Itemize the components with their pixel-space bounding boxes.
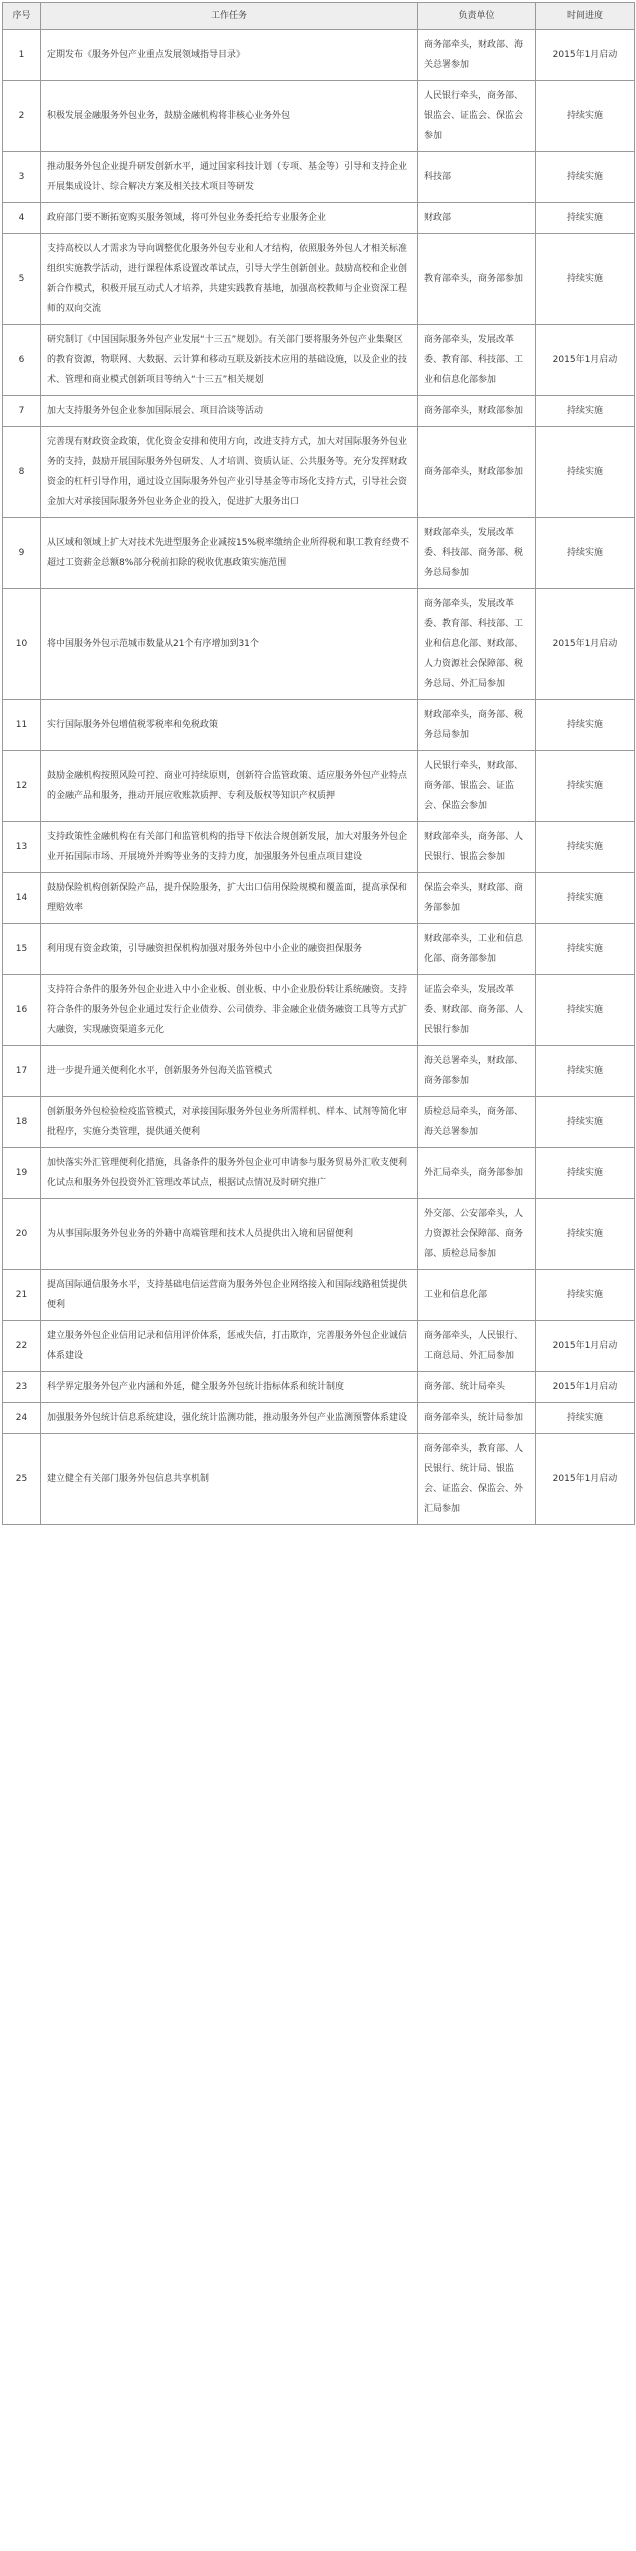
cell-progress: 持续实施: [536, 975, 635, 1046]
table-row: [3, 30, 635, 81]
cell-unit: 证监会牵头，发展改革委、财政部、商务部、人民银行参加: [418, 975, 536, 1046]
cell-no: 4: [3, 203, 41, 234]
cell-task: 加快落实外汇管理便利化措施，具备条件的服务外包企业可申请参与服务贸易外汇收支便利化试点和服务外包投资外汇管理改革试点，根据试点情况及时研究推广: [41, 1148, 418, 1199]
cell-progress: 持续实施: [536, 924, 635, 975]
table-row: [3, 1046, 635, 1097]
cell-task: 支持高校以人才需求为导向调整优化服务外包专业和人才结构，依照服务外包人才相关标准组织实施教学活动，进行课程体系设置改革试点，引导大学生创新创业。鼓励高校和企业创新合作模式，积极开展互动式人才培养，共建实践教育基地，加强高校教师与企业资深工程师的双向交流: [41, 234, 418, 325]
cell-task: 支持符合条件的服务外包企业进入中小企业板、创业板、中小企业股份转让系统融资。支持符合条件的服务外包企业通过发行企业债券、公司债券、非金融企业债务融资工具等方式扩大融资，实现融资渠道多元化: [41, 975, 418, 1046]
cell-no: 23: [3, 1372, 41, 1403]
cell-task: 鼓励金融机构按照风险可控、商业可持续原则，创新符合监管政策、适应服务外包产业特点的金融产品和服务，推动开展应收账款质押、专利及版权等知识产权质押: [41, 751, 418, 822]
cell-unit: 财政部: [418, 203, 536, 234]
cell-progress: 持续实施: [536, 81, 635, 152]
cell-task: 建立服务外包企业信用记录和信用评价体系，惩戒失信，打击欺诈，完善服务外包企业诚信体系建设: [41, 1321, 418, 1372]
cell-no: 11: [3, 700, 41, 751]
cell-no: 3: [3, 152, 41, 203]
table-row: [3, 234, 635, 325]
header-unit: 负责单位: [418, 3, 536, 30]
cell-unit: 外汇局牵头，商务部参加: [418, 1148, 536, 1199]
table-row: [3, 873, 635, 924]
cell-unit: 商务部牵头，财政部、海关总署参加: [418, 30, 536, 81]
cell-no: 5: [3, 234, 41, 325]
cell-no: 16: [3, 975, 41, 1046]
cell-no: 15: [3, 924, 41, 975]
cell-no: 17: [3, 1046, 41, 1097]
cell-no: 20: [3, 1199, 41, 1270]
cell-progress: 持续实施: [536, 822, 635, 873]
cell-unit: 财政部牵头，发展改革委、科技部、商务部、税务总局参加: [418, 518, 536, 589]
cell-no: 12: [3, 751, 41, 822]
cell-unit: 外交部、公安部牵头，人力资源社会保障部、商务部、质检总局参加: [418, 1199, 536, 1270]
table-row: [3, 325, 635, 396]
cell-task: 进一步提升通关便利化水平，创新服务外包海关监管模式: [41, 1046, 418, 1097]
cell-unit: 商务部牵头，人民银行、工商总局、外汇局参加: [418, 1321, 536, 1372]
cell-task: 创新服务外包检验检疫监管模式，对承接国际服务外包业务所需样机、样本、试剂等简化审批程序，实施分类管理，提供通关便利: [41, 1097, 418, 1148]
cell-progress: 持续实施: [536, 1148, 635, 1199]
table-row: [3, 822, 635, 873]
cell-progress: 2015年1月启动: [536, 1321, 635, 1372]
table-row: [3, 1199, 635, 1270]
cell-unit: 工业和信息化部: [418, 1270, 536, 1321]
table-row: [3, 924, 635, 975]
cell-no: 24: [3, 1403, 41, 1434]
table-row: [3, 152, 635, 203]
cell-progress: 持续实施: [536, 700, 635, 751]
cell-task: 完善现有财政资金政策，优化资金安排和使用方向，改进支持方式，加大对国际服务外包业务的支持，鼓励开展国际服务外包研发、人才培训、资质认证、公共服务等。充分发挥财政资金的杠杆引导作用，通过设立国际服务外包产业引导基金等市场化支持方式，引导社会资金加大对承接国际服务外包业务企业的投入，促进扩大服务出口: [41, 427, 418, 518]
cell-task: 研究制订《中国国际服务外包产业发展“十三五”规划》。有关部门要将服务外包产业集聚区的教育资源，物联网、大数据、云计算和移动互联及新技术应用的基础设施，以及企业的技术、管理和商业模式创新项目等纳入“十三五”相关规划: [41, 325, 418, 396]
cell-progress: 持续实施: [536, 751, 635, 822]
cell-progress: 2015年1月启动: [536, 1372, 635, 1403]
cell-task: 定期发布《服务外包产业重点发展领域指导目录》: [41, 30, 418, 81]
table-row: [3, 589, 635, 700]
cell-task: 提高国际通信服务水平，支持基础电信运营商为服务外包企业网络接入和国际线路租赁提供便利: [41, 1270, 418, 1321]
cell-unit: 商务部牵头，教育部、人民银行、统计局、银监会、证监会、保监会、外汇局参加: [418, 1434, 536, 1525]
table-row: [3, 81, 635, 152]
cell-unit: 财政部牵头，商务部、税务总局参加: [418, 700, 536, 751]
cell-progress: 2015年1月启动: [536, 325, 635, 396]
cell-unit: 商务部牵头，财政部参加: [418, 427, 536, 518]
cell-progress: 持续实施: [536, 873, 635, 924]
cell-task: 政府部门要不断拓宽购买服务领域，将可外包业务委托给专业服务企业: [41, 203, 418, 234]
header-task: 工作任务: [41, 3, 418, 30]
cell-no: 7: [3, 396, 41, 427]
cell-task: 科学界定服务外包产业内涵和外延，健全服务外包统计指标体系和统计制度: [41, 1372, 418, 1403]
cell-no: 2: [3, 81, 41, 152]
cell-progress: 持续实施: [536, 1403, 635, 1434]
cell-unit: 海关总署牵头，财政部、商务部参加: [418, 1046, 536, 1097]
cell-no: 10: [3, 589, 41, 700]
cell-no: 21: [3, 1270, 41, 1321]
table-row: [3, 1097, 635, 1148]
cell-unit: 科技部: [418, 152, 536, 203]
table-row: [3, 1434, 635, 1525]
cell-unit: 质检总局牵头，商务部、海关总署参加: [418, 1097, 536, 1148]
table-row: [3, 1148, 635, 1199]
cell-task: 推动服务外包企业提升研发创新水平，通过国家科技计划（专项、基金等）引导和支持企业开展集成设计、综合解决方案及相关技术项目等研发: [41, 152, 418, 203]
cell-task: 鼓励保险机构创新保险产品，提升保险服务，扩大出口信用保险规模和覆盖面，提高承保和理赔效率: [41, 873, 418, 924]
cell-unit: 财政部牵头，商务部、人民银行、银监会参加: [418, 822, 536, 873]
cell-no: 19: [3, 1148, 41, 1199]
cell-task: 支持政策性金融机构在有关部门和监管机构的指导下依法合规创新发展，加大对服务外包企业开拓国际市场、开展境外并购等业务的支持力度，加强服务外包重点项目建设: [41, 822, 418, 873]
table-row: [3, 1321, 635, 1372]
cell-unit: 商务部牵头，统计局参加: [418, 1403, 536, 1434]
cell-task: 为从事国际服务外包业务的外籍中高端管理和技术人员提供出入境和居留便利: [41, 1199, 418, 1270]
cell-no: 18: [3, 1097, 41, 1148]
cell-progress: 2015年1月启动: [536, 30, 635, 81]
table-row: [3, 1372, 635, 1403]
cell-no: 9: [3, 518, 41, 589]
cell-task: 积极发展金融服务外包业务，鼓励金融机构将非核心业务外包: [41, 81, 418, 152]
cell-no: 14: [3, 873, 41, 924]
table-row: [3, 203, 635, 234]
header-progress: 时间进度: [536, 3, 635, 30]
header-no: 序号: [3, 3, 41, 30]
cell-progress: 持续实施: [536, 396, 635, 427]
cell-progress: 持续实施: [536, 427, 635, 518]
cell-progress: 持续实施: [536, 1097, 635, 1148]
cell-unit: 商务部牵头，发展改革委、教育部、科技部、工业和信息化部参加: [418, 325, 536, 396]
cell-task: 加大支持服务外包企业参加国际展会、项目洽谈等活动: [41, 396, 418, 427]
cell-no: 1: [3, 30, 41, 81]
table-row: [3, 1270, 635, 1321]
cell-unit: 教育部牵头，商务部参加: [418, 234, 536, 325]
cell-progress: 持续实施: [536, 152, 635, 203]
cell-progress: 2015年1月启动: [536, 1434, 635, 1525]
header-row: [3, 3, 635, 30]
cell-progress: 持续实施: [536, 203, 635, 234]
cell-task: 加强服务外包统计信息系统建设，强化统计监测功能，推动服务外包产业监测预警体系建设: [41, 1403, 418, 1434]
cell-task: 利用现有资金政策，引导融资担保机构加强对服务外包中小企业的融资担保服务: [41, 924, 418, 975]
cell-unit: 人民银行牵头，财政部、商务部、银监会、证监会、保监会参加: [418, 751, 536, 822]
table-row: [3, 975, 635, 1046]
cell-unit: 保监会牵头，财政部、商务部参加: [418, 873, 536, 924]
cell-task: 将中国服务外包示范城市数量从21个有序增加到31个: [41, 589, 418, 700]
cell-unit: 人民银行牵头，商务部、银监会、证监会、保监会参加: [418, 81, 536, 152]
table-row: [3, 751, 635, 822]
cell-no: 6: [3, 325, 41, 396]
cell-progress: 持续实施: [536, 1270, 635, 1321]
table-row: [3, 1403, 635, 1434]
cell-progress: 持续实施: [536, 234, 635, 325]
cell-task: 建立健全有关部门服务外包信息共享机制: [41, 1434, 418, 1525]
cell-no: 8: [3, 427, 41, 518]
cell-unit: 商务部牵头，财政部参加: [418, 396, 536, 427]
cell-task: 从区域和领域上扩大对技术先进型服务企业减按15%税率缴纳企业所得税和职工教育经费不超过工资薪金总额8%部分税前扣除的税收优惠政策实施范围: [41, 518, 418, 589]
cell-unit: 商务部、统计局牵头: [418, 1372, 536, 1403]
cell-progress: 持续实施: [536, 1199, 635, 1270]
table-row: [3, 396, 635, 427]
cell-unit: 财政部牵头，工业和信息化部、商务部参加: [418, 924, 536, 975]
cell-no: 22: [3, 1321, 41, 1372]
table-row: [3, 700, 635, 751]
table-row: [3, 427, 635, 518]
cell-progress: 持续实施: [536, 518, 635, 589]
cell-progress: 2015年1月启动: [536, 589, 635, 700]
task-table: [2, 2, 635, 1525]
cell-task: 实行国际服务外包增值税零税率和免税政策: [41, 700, 418, 751]
cell-progress: 持续实施: [536, 1046, 635, 1097]
table-body: [3, 30, 635, 1525]
table-row: [3, 518, 635, 589]
cell-no: 25: [3, 1434, 41, 1525]
cell-unit: 商务部牵头，发展改革委、教育部、科技部、工业和信息化部、财政部、人力资源社会保障部、税务总局、外汇局参加: [418, 589, 536, 700]
cell-no: 13: [3, 822, 41, 873]
